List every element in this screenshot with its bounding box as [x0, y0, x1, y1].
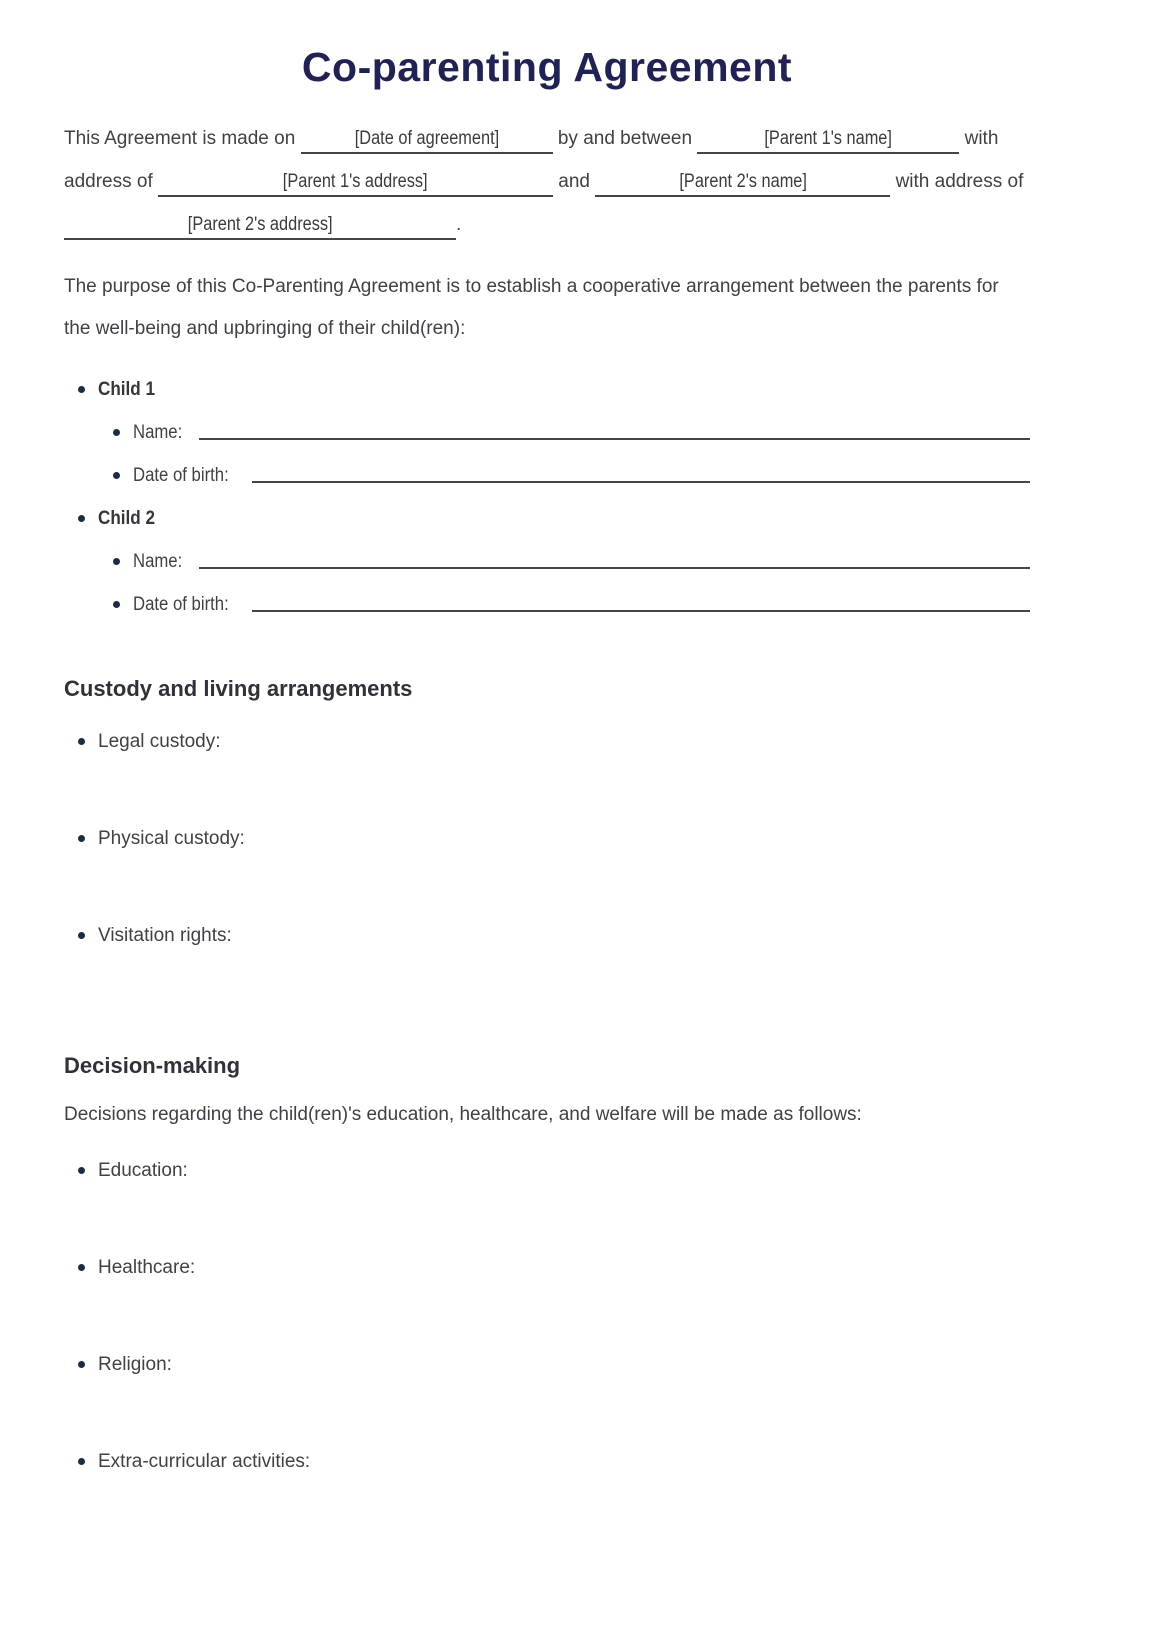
child-1-dob-label: Date of birth: — [133, 465, 229, 486]
bullet-icon — [78, 1167, 85, 1174]
page-title: Co-parenting Agreement — [301, 44, 793, 90]
visitation-rights-label: Visitation rights: — [98, 925, 232, 946]
child-2-name-blank-line — [199, 548, 1030, 569]
religion-label: Religion: — [98, 1354, 172, 1375]
intro-text-1: This Agreement is made on — [64, 128, 296, 149]
education-label: Education: — [98, 1160, 188, 1181]
bullet-icon — [78, 1458, 85, 1465]
bullet-icon — [78, 1264, 85, 1271]
extra-curricular-label: Extra-curricular activities: — [98, 1451, 311, 1472]
decision-section-heading: Decision-making — [64, 1053, 241, 1078]
list-item-legal-custody — [64, 728, 1030, 755]
child-2-name-label: Name: — [133, 551, 183, 572]
bullet-icon — [78, 738, 85, 745]
children-list — [64, 376, 1030, 618]
bullet-icon — [78, 835, 85, 842]
placeholder-parent1-name: [Parent 1's name] — [764, 128, 893, 149]
child-1-dob-row — [64, 462, 1030, 489]
list-item-visitation-rights — [64, 922, 1030, 949]
list-item-physical-custody — [64, 825, 1030, 852]
decision-list — [64, 1157, 1030, 1475]
legal-custody-label: Legal custody: — [98, 731, 221, 752]
bullet-icon — [78, 386, 85, 393]
child-2-block — [64, 505, 1030, 618]
list-item-education — [64, 1157, 1030, 1184]
intro-text-2: by and between — [557, 128, 693, 149]
placeholder-parent2-name: [Parent 2's name] — [678, 171, 807, 192]
list-item-extra-curricular — [64, 1448, 1030, 1475]
child-2-label: Child 2 — [98, 508, 156, 529]
child-1-name-blank-line — [199, 419, 1030, 440]
child-2-dob-label: Date of birth: — [133, 594, 229, 615]
bullet-icon — [78, 1361, 85, 1368]
physical-custody-label: Physical custody: — [98, 828, 245, 849]
purpose-paragraph: The purpose of this Co-Parenting Agreement is to establish a cooperative arrangement between the parents for the well-being and upbringing of their child(ren): — [64, 276, 999, 339]
bullet-icon — [113, 472, 120, 479]
blank-parent2-address — [64, 213, 456, 240]
placeholder-parent1-address: [Parent 1's address] — [283, 171, 428, 192]
bullet-icon — [113, 429, 120, 436]
child-1-dob-blank-line — [252, 462, 1030, 483]
blank-parent1-name — [697, 127, 959, 154]
list-item-child-2 — [64, 505, 1030, 532]
bullet-icon — [113, 601, 120, 608]
placeholder-date-of-agreement: [Date of agreement] — [354, 128, 499, 149]
child-1-block — [64, 376, 1030, 489]
intro-text-6: . — [456, 214, 462, 235]
list-item-healthcare — [64, 1254, 1030, 1281]
intro-paragraph — [64, 117, 1030, 246]
intro-text-4: and — [558, 171, 590, 192]
child-1-label: Child 1 — [98, 379, 156, 400]
custody-list — [64, 728, 1030, 949]
intro-text-5: with address of — [895, 171, 1024, 192]
placeholder-parent2-address: [Parent 2's address] — [187, 214, 333, 235]
bullet-icon — [78, 515, 85, 522]
blank-parent2-name — [595, 170, 890, 197]
blank-parent1-address — [158, 170, 553, 197]
decision-intro-text: Decisions regarding the child(ren)'s education, healthcare, and welfare will be made as follows: — [64, 1104, 862, 1125]
blank-date-of-agreement — [301, 127, 553, 154]
child-2-dob-blank-line — [252, 591, 1030, 612]
child-2-dob-row — [64, 591, 1030, 618]
list-item-religion — [64, 1351, 1030, 1378]
bullet-icon — [113, 558, 120, 565]
child-1-name-row — [64, 419, 1030, 446]
custody-section-heading: Custody and living arrangements — [64, 676, 413, 701]
child-2-name-row — [64, 548, 1030, 575]
healthcare-label: Healthcare: — [98, 1257, 196, 1278]
child-1-name-label: Name: — [133, 422, 183, 443]
intro-text-3: with address of — [64, 128, 999, 192]
bullet-icon — [78, 932, 85, 939]
list-item-child-1 — [64, 376, 1030, 403]
